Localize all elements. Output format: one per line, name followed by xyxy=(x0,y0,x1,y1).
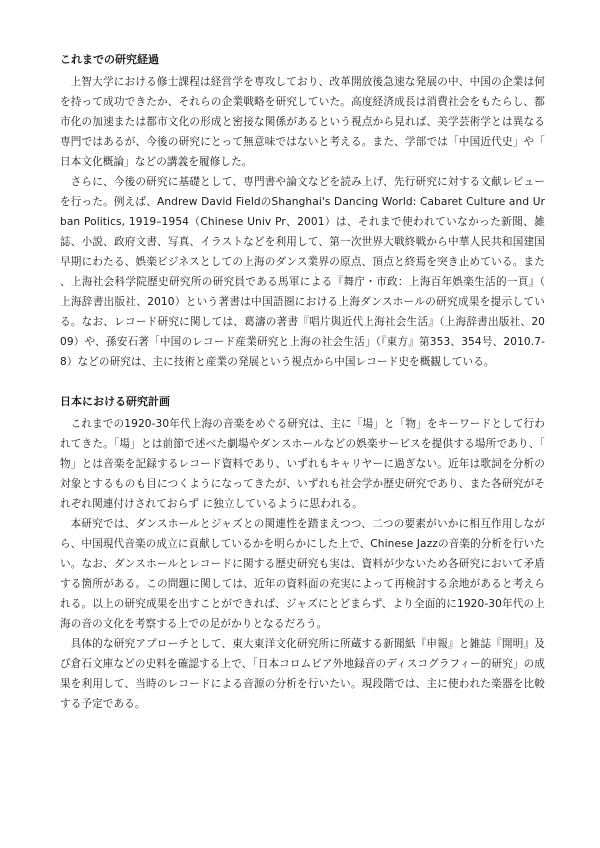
paragraph: さらに、今後の研究に基礎として、専門書や論文などを読み上げ、先行研究に対する文献レビューを行った。例えば、Andrew David FieldのShanghai's Dancing World: Cabaret Culture and Urban Politics, 1919–1954（Chinese Univ Pr、2001）は、それまで使われていなかった新聞、雑誌、小説、政府文書、写真、イラストなどを利用して、第一次世界大戦終戦から中華人民共和国建国早期にわたる、娯楽ビジネスとしての上海のダンス業界の原点、頂点と終焉を突き止めている。また、上海社会科学院歴史研究所の研究員である馬軍による『舞庁・市政：上海百年娯楽生活的一頁』（上海辞書出版社、2010）という著書は中国語圏における上海ダンスホールの研究成果を提示している。なお、レコード研究に関しては、葛濤の著書『唱片與近代上海社会生活』（上海辞書出版社、2009）や、孫安石著「中国のレコード産業研究と上海の社会生活」（『東方』第353、354号、2010.7-8）などの研究は、主に技術と産業の発展という視点から中国レコード史を概観している。 xyxy=(60,176,545,368)
paragraph: 上智大学における修士課程は経営学を専攻しており、改革開放後急速な発展の中、中国の企業は何を持って成功できたか、それらの企業戦略を研究していた。高度経済成長は消費社会をもたらし、都市化の加速または都市文化の形成と密接な関係があるという視点から見れば、美学芸術学とは異なる専門ではあるが、今後の研究にとって無意味ではないと考える。また、学部では「中国近代史」や「日本文化概論」などの講義を履修した。 xyxy=(60,76,545,168)
paragraph: 本研究では、ダンスホールとジャズとの関連性を踏まえつつ、二つの要素がいかに相互作用しながら、中国現代音楽の成立に貢献しているかを明らかにした上で、Chinese Jazzの音楽的分析を行いたい。なお、ダンスホールとレコードに関する歴史研究も実は、資料が少ないため各研究において矛盾する箇所がある。この問題に関しては、近年の資料面の充実によって再検討する余地があると考えられる。以上の研究成果を出すことができれば、ジャズにとどまらず、より全面的に1920-30年代の上海の音の文化を考察する上での足がかりとなるだろう。 xyxy=(60,518,545,630)
section-title: これまでの研究経過 xyxy=(60,53,159,66)
paragraph: 具体的な研究アプローチとして、東大東洋文化研究所に所蔵する新聞紙『申報』と雑誌『開明』及び倉石文庫などの史料を確認する上で、「日本コロムビア外地録音のディスコグラフィー的研究」の成果を利用して、当時のレコードによる音源の分析を行いたい。現段階では、主に使われた楽器を比較する予定である。 xyxy=(60,638,545,710)
section-research-plan xyxy=(60,394,545,714)
document-page xyxy=(60,52,545,714)
section-research-history xyxy=(60,52,545,372)
paragraph: これまでの1920-30年代上海の音楽をめぐる研究は、主に「場」と「物」をキーワードとして行われてきた。「場」とは前節で述べた劇場やダンスホールなどの娯楽サービスを提供する場所であり、「物」とは音楽を記録するレコード資料であり、いずれもキャリヤーに過ぎない。近年は歌詞を分析の対象とするものも目につくようになってきたが、いずれも社会学か歴史研究であり、また各研究がそれぞれ関連付けされておらず に独立しているように思われる。 xyxy=(60,418,545,510)
section-title: 日本における研究計画 xyxy=(60,395,170,408)
